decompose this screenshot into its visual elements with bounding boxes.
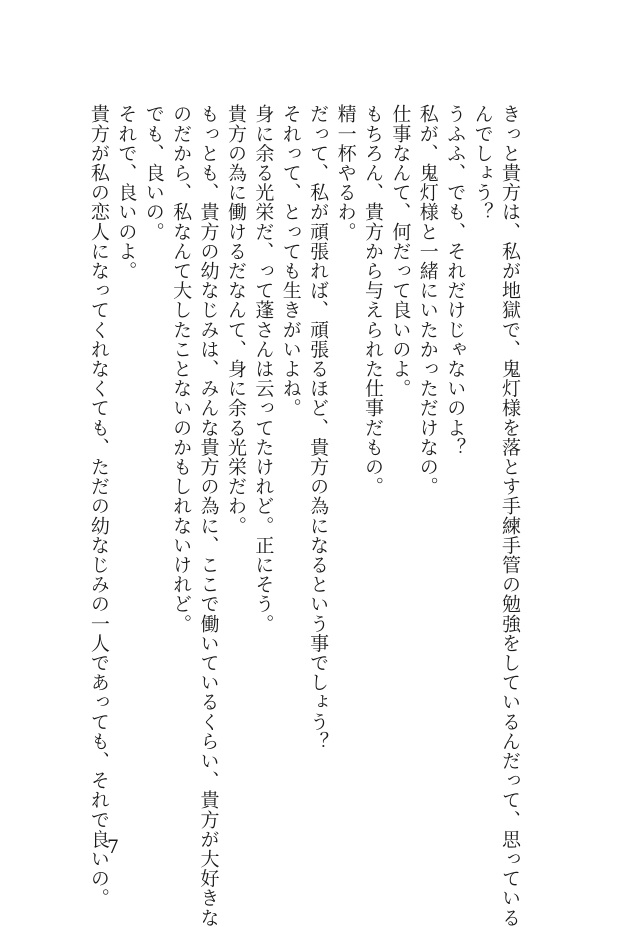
text-line: んでしょう？ xyxy=(471,104,494,222)
text-line: それで、良いのよ。 xyxy=(115,104,138,281)
text-line: 仕事なんて、何だって良いのよ。 xyxy=(389,104,412,398)
text-line: 貴方の為に働けるだなんて、身に余る光栄だわ。 xyxy=(224,104,247,536)
text-line: 私が、鬼灯様と一緒にいたかっただけなの。 xyxy=(416,104,439,496)
text-line: それって、とっても生きがいよね。 xyxy=(279,104,302,418)
text-line: もっとも、貴方の幼なじみは、みんな貴方の為に、ここで働いているくらい、貴方が大好きな xyxy=(197,104,220,927)
text-line: 身に余る光栄だ、って蓬さんは云ってたけれど。正にそう。 xyxy=(252,104,275,634)
text-line: きっと貴方は、私が地獄で、鬼灯様を落とす手練手管の勉強をしているんだって、思っている xyxy=(499,104,521,927)
text-line: だって、私が頑張れば、頑張るほど、貴方の為になるという事でしょう？ xyxy=(307,104,330,751)
text-line: でも、良いの。 xyxy=(142,104,165,242)
text-line: のだから、私なんて大したことないのかもしれないけれど。 xyxy=(170,104,193,634)
text-line: うふふ、でも、それだけじゃないのよ？ xyxy=(444,104,467,457)
vertical-text-body xyxy=(85,104,524,927)
text-line: 貴方が私の恋人になってくれなくても、ただの幼なじみの一人であっても、それで良いの。 xyxy=(87,104,110,908)
text-line: 精一杯やるわ。 xyxy=(334,104,357,242)
text-line: もちろん、貴方から与えられた仕事だもの。 xyxy=(361,104,384,496)
page-number: 7 xyxy=(107,836,120,858)
